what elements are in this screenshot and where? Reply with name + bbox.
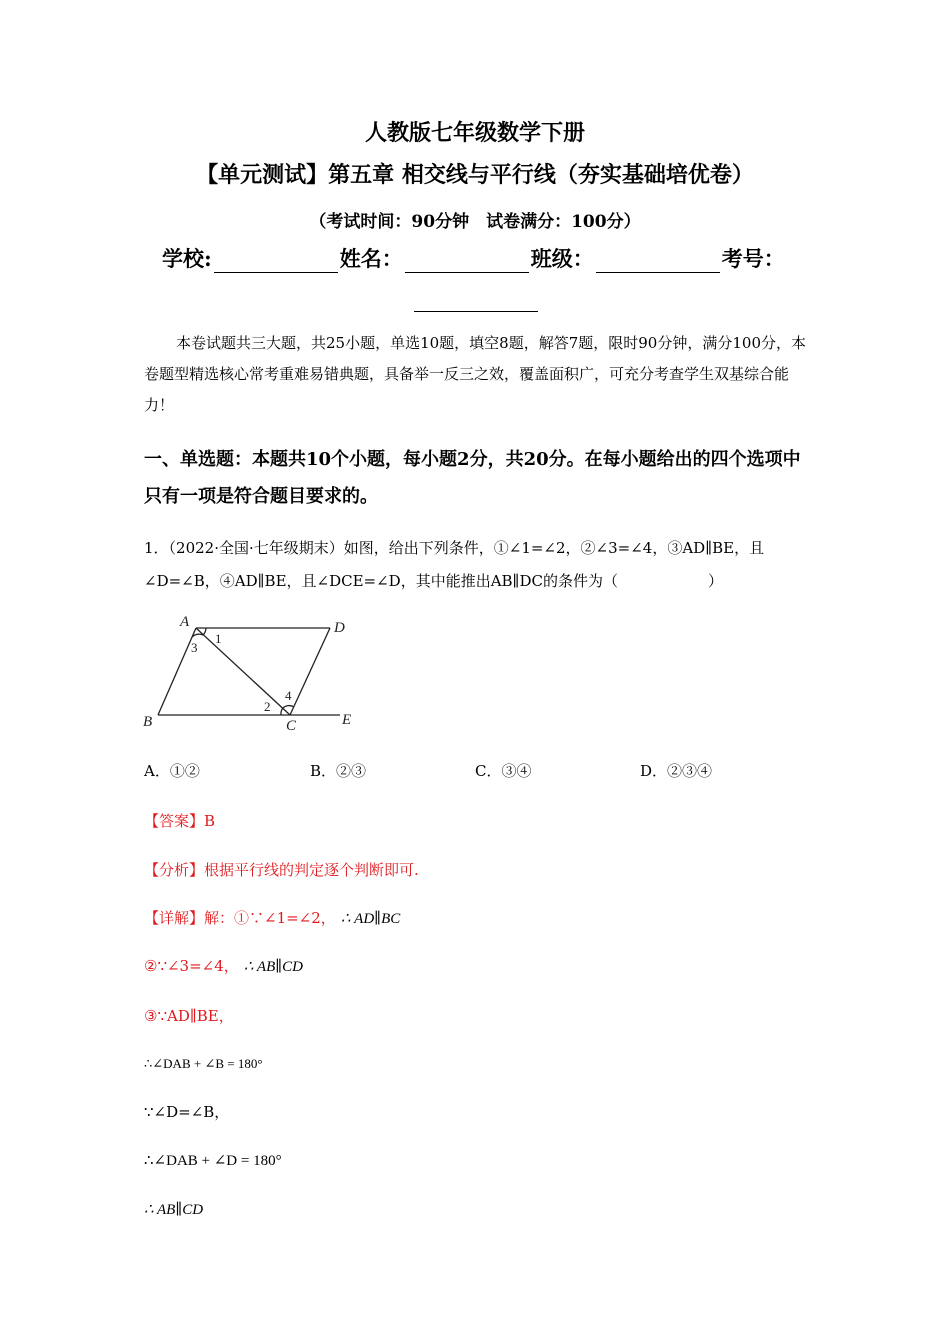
question-1-text: 1．（2022·全国·七年级期末）如图，给出下列条件，①∠1=∠2，②∠3=∠4，③AD∥BE，且∠D=∠B，④AD∥BE，且∠DCE=∠D，其中能推出AB∥DC的条件为（ ）	[144, 539, 765, 590]
angle-arc-4	[283, 706, 294, 708]
detail-premise-2: ②∵∠3=∠4，	[144, 957, 239, 975]
number-blank[interactable]	[414, 293, 538, 312]
label-angle-4: 4	[285, 688, 292, 703]
option-a[interactable]: A．①②	[144, 762, 200, 780]
label-angle-1: 1	[215, 631, 222, 646]
school-label: 学校:	[162, 246, 212, 271]
detail-line-5: ∵∠D=∠B，	[144, 1103, 230, 1121]
segment-AC	[196, 628, 290, 715]
detail-conclusion-1: ∴ AD∥BC	[340, 911, 401, 927]
document-subtitle: 【单元测试】第五章 相交线与平行线（夯实基础培优卷）	[196, 162, 754, 188]
label-D: D	[334, 620, 345, 636]
student-info-fields	[162, 243, 785, 273]
label-angle-3: 3	[191, 640, 198, 655]
answer-line: 【答案】B	[144, 812, 216, 830]
detail-line-7: ∴ AB∥CD	[144, 1202, 204, 1218]
detail-line-2	[144, 955, 303, 976]
segment-DC	[290, 628, 330, 715]
label-B: B	[143, 714, 153, 730]
angle-arc-2	[281, 708, 283, 715]
document-title: 人教版七年级数学下册	[364, 120, 585, 146]
detail-line-3: ③∵AD∥BE，	[144, 1007, 234, 1025]
label-E: E	[342, 712, 352, 728]
detail-line-6: ∴∠DAB + ∠D = 180°	[144, 1153, 282, 1169]
detail-line-4: ∴∠DAB + ∠B = 180°	[144, 1056, 263, 1071]
label-C: C	[286, 718, 297, 734]
class-blank[interactable]	[596, 250, 720, 273]
label-angle-2: 2	[264, 699, 271, 714]
name-label: 姓名：	[339, 246, 403, 271]
intro-paragraph: 本卷试题共三大题，共25小题，单选10题，填空8题，解答7题，限时90分钟，满分100分，本卷题型精选核心常考重难易错典题，具备举一反三之效，覆盖面积广，可充分考查学生双基综合能力！	[144, 334, 806, 414]
name-blank[interactable]	[405, 250, 529, 273]
analysis-line: 【分析】根据平行线的判定逐个判断即可.	[144, 861, 419, 879]
section-heading: 一、单选题：本题共10个小题，每小题2分，共20分。在每小题给出的四个选项中只有一项是符合题目要求的。	[144, 449, 801, 507]
detail-line-1	[144, 907, 400, 928]
option-d[interactable]: D．②③④	[640, 762, 713, 780]
option-b[interactable]: B．②③	[310, 762, 367, 780]
class-label: 班级：	[530, 246, 594, 271]
label-A: A	[180, 614, 190, 630]
school-blank[interactable]	[214, 250, 338, 273]
geometry-figure	[140, 610, 370, 735]
detail-label: 【详解】解：①∵∠1=∠2，	[144, 909, 336, 927]
exam-info: （考试时间：90分钟 试卷满分：100分）	[309, 212, 641, 232]
number-label: 考号：	[721, 246, 785, 271]
option-c[interactable]: C．③④	[475, 762, 532, 780]
detail-conclusion-2: ∴ AB∥CD	[243, 959, 304, 975]
angle-arc-1	[203, 628, 206, 635]
